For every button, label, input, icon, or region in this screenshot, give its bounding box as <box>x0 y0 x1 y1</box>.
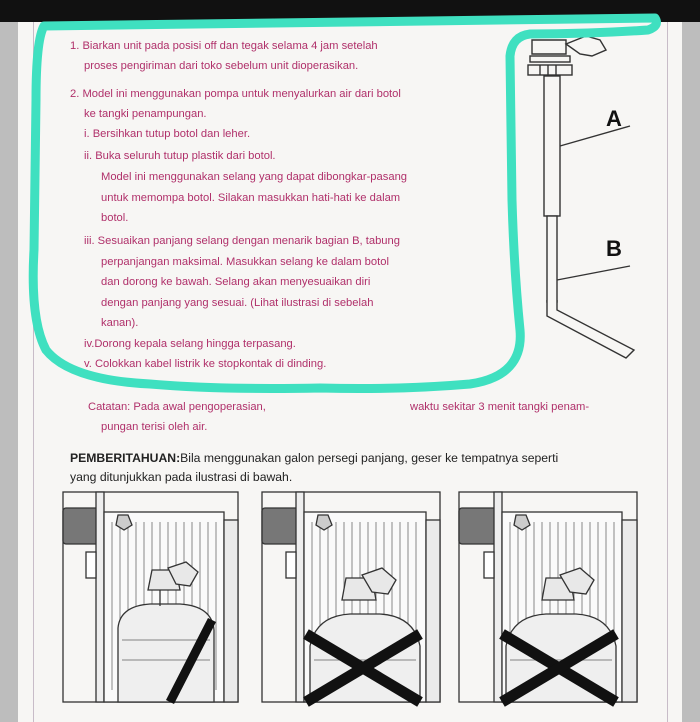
notice-label: PEMBERITAHUAN: <box>70 451 181 465</box>
step-v: v. Colokkan kabel listrik ke stopkontak di dinding. <box>84 358 327 370</box>
instruction-2-line2: ke tangki penampungan. <box>84 108 207 120</box>
step-iii-line4: dengan panjang yang sesuai. (Lihat ilustrasi di sebelah <box>101 297 374 309</box>
step-ii-line3: botol. <box>101 212 129 224</box>
instruction-1-line2: proses pengiriman dari toko sebelum unit dioperasikan. <box>84 60 359 72</box>
note-line1-end: waktu sekitar 3 menit tangki penam- <box>410 401 590 413</box>
label-a: A <box>606 106 622 131</box>
step-i: i. Bersihkan tutup botol dan leher. <box>84 128 251 140</box>
instruction-2-line1: 2. Model ini menggunakan pompa untuk menyalurkan air dari botol <box>70 88 401 100</box>
page-border-right <box>667 22 668 722</box>
label-b: B <box>606 236 622 261</box>
step-ii: ii. Buka seluruh tutup plastik dari botol. <box>84 150 276 162</box>
step-ii-line1: Model ini menggunakan selang yang dapat dibongkar-pasang <box>101 171 408 183</box>
step-iii-line2: perpanjangan maksimal. Masukkan selang ke dalam botol <box>101 256 389 268</box>
top-bar <box>0 0 700 22</box>
instruction-1-line1: 1. Biarkan unit pada posisi off dan tegak selama 4 jam setelah <box>70 40 378 52</box>
notice-line2: yang ditunjukkan pada ilustrasi di bawah. <box>70 470 293 484</box>
step-iv: iv.Dorong kepala selang hingga terpasang. <box>84 338 296 350</box>
step-iii-line5: kanan). <box>101 317 139 329</box>
notice-paragraph <box>70 449 650 487</box>
note-line1-start: Catatan: Pada awal pengoperasian, <box>88 401 266 413</box>
note-line2: pungan terisi oleh air. <box>101 421 208 433</box>
step-ii-line2: untuk memompa botol. Silakan masukkan hati-hati ke dalam <box>101 192 401 204</box>
step-iii-line1: iii. Sesuaikan panjang selang dengan menarik bagian B, tabung <box>84 235 400 247</box>
page-border-left <box>33 22 34 722</box>
notice-line1: Bila menggunakan galon persegi panjang, geser ke tempatnya seperti <box>180 451 559 465</box>
step-iii-line3: dan dorong ke bawah. Selang akan menyesuaikan diri <box>101 276 371 288</box>
